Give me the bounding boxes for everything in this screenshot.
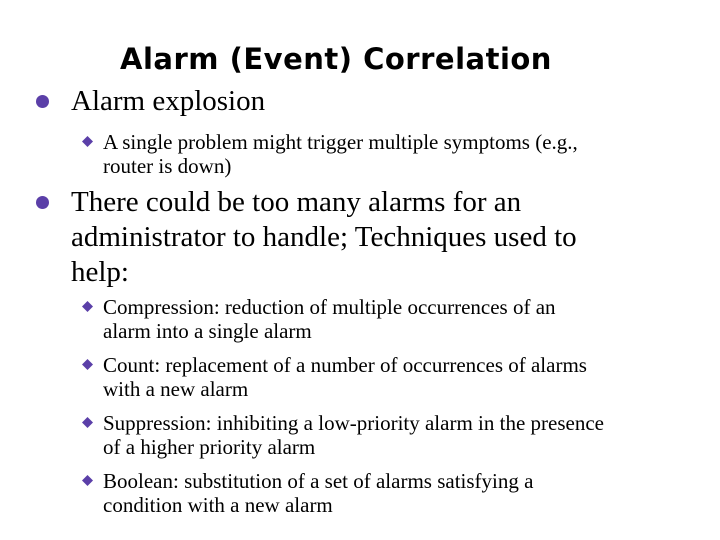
- diamond-bullet-icon: [82, 301, 93, 312]
- diamond-bullet-icon: [82, 359, 93, 370]
- sub-bullet-text-line: Count: replacement of a number of occurrences of alarms: [103, 353, 587, 377]
- sub-bullet-text-line: Boolean: substitution of a set of alarms satisfying a: [103, 469, 534, 493]
- sub-bullet-text-line: router is down): [103, 154, 232, 178]
- sub-bullet-text-line: alarm into a single alarm: [103, 319, 312, 343]
- slide-title: Alarm (Event) Correlation: [120, 42, 552, 76]
- sub-bullet-text-line: of a higher priority alarm: [103, 435, 316, 459]
- sub-bullet-text-line: condition with a new alarm: [103, 493, 333, 517]
- diamond-bullet-icon: [82, 417, 93, 428]
- sub-bullet-text-line: Suppression: inhibiting a low-priority alarm in the presence: [103, 411, 604, 435]
- diamond-bullet-icon: [82, 136, 93, 147]
- bullet-dot-icon: [36, 196, 49, 209]
- bullet-dot-icon: [36, 95, 49, 108]
- sub-bullet-text-line: with a new alarm: [103, 377, 249, 401]
- diamond-bullet-icon: [82, 475, 93, 486]
- bullet-text-line: administrator to handle; Techniques used to: [71, 221, 577, 253]
- bullet-text-line: help:: [71, 256, 129, 288]
- sub-bullet-text-line: Compression: reduction of multiple occurrences of an: [103, 295, 556, 319]
- sub-bullet-text-line: A single problem might trigger multiple symptoms (e.g.,: [103, 130, 578, 154]
- bullet-text-line: There could be too many alarms for an: [71, 186, 522, 218]
- bullet-text-line: Alarm explosion: [71, 85, 266, 117]
